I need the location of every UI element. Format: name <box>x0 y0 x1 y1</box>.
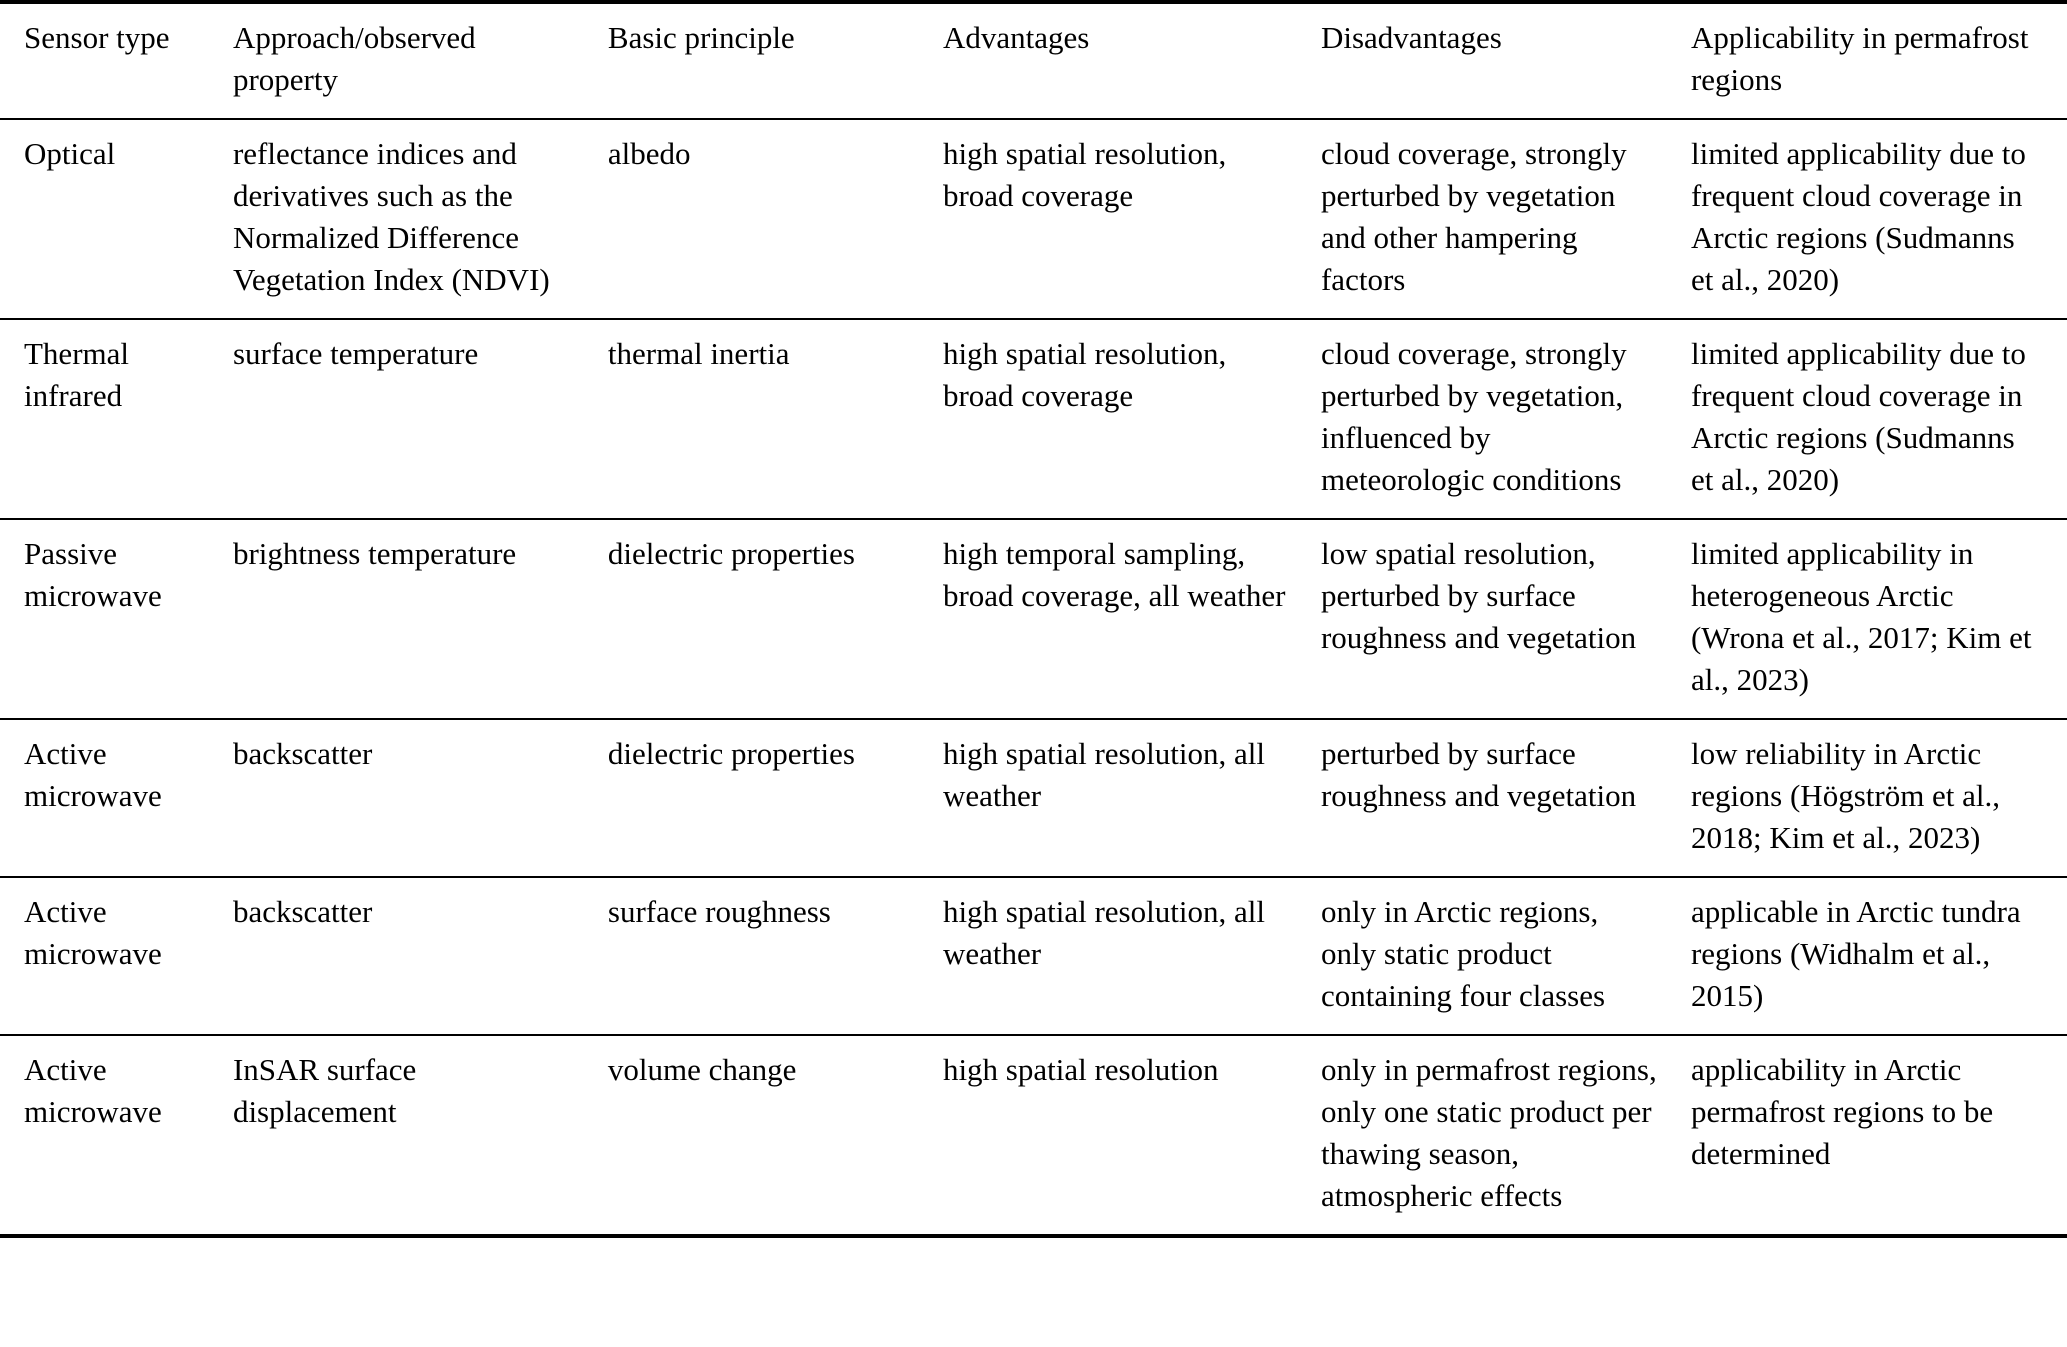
column-header-advantages: Advantages <box>942 20 1090 55</box>
table-row <box>0 1035 2067 1236</box>
cell-approach: backscatter <box>232 894 373 929</box>
cell-approach: surface temperature <box>232 336 479 371</box>
column-header-sensor-type: Sensor type <box>24 20 170 55</box>
cell-applicability: low reliability in Arctic regions (Högström et al., 2018; Kim et al., 2023) <box>1690 736 2001 855</box>
header-row <box>0 2 2067 119</box>
table-row <box>0 119 2067 319</box>
table-row <box>0 519 2067 719</box>
cell-applicability: limited applicability due to frequent cloud coverage in Arctic regions (Sudmanns et al., 2020) <box>1690 136 2026 297</box>
cell-advantages: high spatial resolution, all weather <box>942 894 1265 971</box>
cell-applicability: applicable in Arctic tundra regions (Widhalm et al., 2015) <box>1690 894 2021 1013</box>
cell-advantages: high spatial resolution, broad coverage <box>942 136 1227 213</box>
cell-approach: brightness temperature <box>232 536 517 571</box>
cell-basic-principle: dielectric properties <box>607 536 855 571</box>
cell-basic-principle: surface roughness <box>607 894 831 929</box>
column-header-disadvantages: Disadvantages <box>1320 20 1502 55</box>
cell-sensor-type: Passive microwave <box>24 536 162 613</box>
cell-sensor-type: Thermal infrared <box>24 336 130 413</box>
cell-advantages: high spatial resolution, all weather <box>942 736 1265 813</box>
cell-approach: InSAR surface displacement <box>232 1052 417 1129</box>
table-body <box>0 119 2067 1236</box>
cell-basic-principle: volume change <box>607 1052 797 1087</box>
cell-sensor-type: Active microwave <box>24 894 162 971</box>
cell-applicability: limited applicability in heterogeneous Arctic (Wrona et al., 2017; Kim et al., 2023) <box>1690 536 2032 697</box>
table-row <box>0 877 2067 1035</box>
cell-basic-principle: thermal inertia <box>607 336 790 371</box>
cell-advantages: high spatial resolution, broad coverage <box>942 336 1227 413</box>
cell-sensor-type: Optical <box>24 136 116 171</box>
cell-approach: reflectance indices and derivatives such as the Normalized Difference Vegetation Index (NDVI) <box>232 136 550 297</box>
cell-advantages: high spatial resolution <box>942 1052 1219 1087</box>
cell-sensor-type: Active microwave <box>24 736 162 813</box>
cell-applicability: applicability in Arctic permafrost regions to be determined <box>1690 1052 1994 1171</box>
cell-disadvantages: cloud coverage, strongly perturbed by vegetation, influenced by meteorologic conditions <box>1320 336 1627 497</box>
cell-basic-principle: dielectric properties <box>607 736 855 771</box>
table-row <box>0 719 2067 877</box>
cell-advantages: high temporal sampling, broad coverage, all weather <box>942 536 1286 613</box>
cell-sensor-type: Active microwave <box>24 1052 162 1129</box>
cell-applicability: limited applicability due to frequent cloud coverage in Arctic regions (Sudmanns et al., 2020) <box>1690 336 2026 497</box>
column-header-basic-principle: Basic principle <box>607 20 795 55</box>
cell-disadvantages: cloud coverage, strongly perturbed by vegetation and other hampering factors <box>1320 136 1627 297</box>
column-header-applicability: Applicability in permafrost regions <box>1690 20 2029 97</box>
table-row <box>0 319 2067 519</box>
cell-disadvantages: low spatial resolution, perturbed by surface roughness and vegetation <box>1320 536 1637 655</box>
cell-approach: backscatter <box>232 736 373 771</box>
cell-basic-principle: albedo <box>607 136 691 171</box>
cell-disadvantages: only in Arctic regions, only static product containing four classes <box>1320 894 1606 1013</box>
cell-disadvantages: perturbed by surface roughness and vegetation <box>1320 736 1637 813</box>
column-header-approach: Approach/observed property <box>232 20 476 97</box>
table-header <box>0 2 2067 119</box>
cell-disadvantages: only in permafrost regions, only one static product per thawing season, atmospheric effects <box>1320 1052 1657 1213</box>
